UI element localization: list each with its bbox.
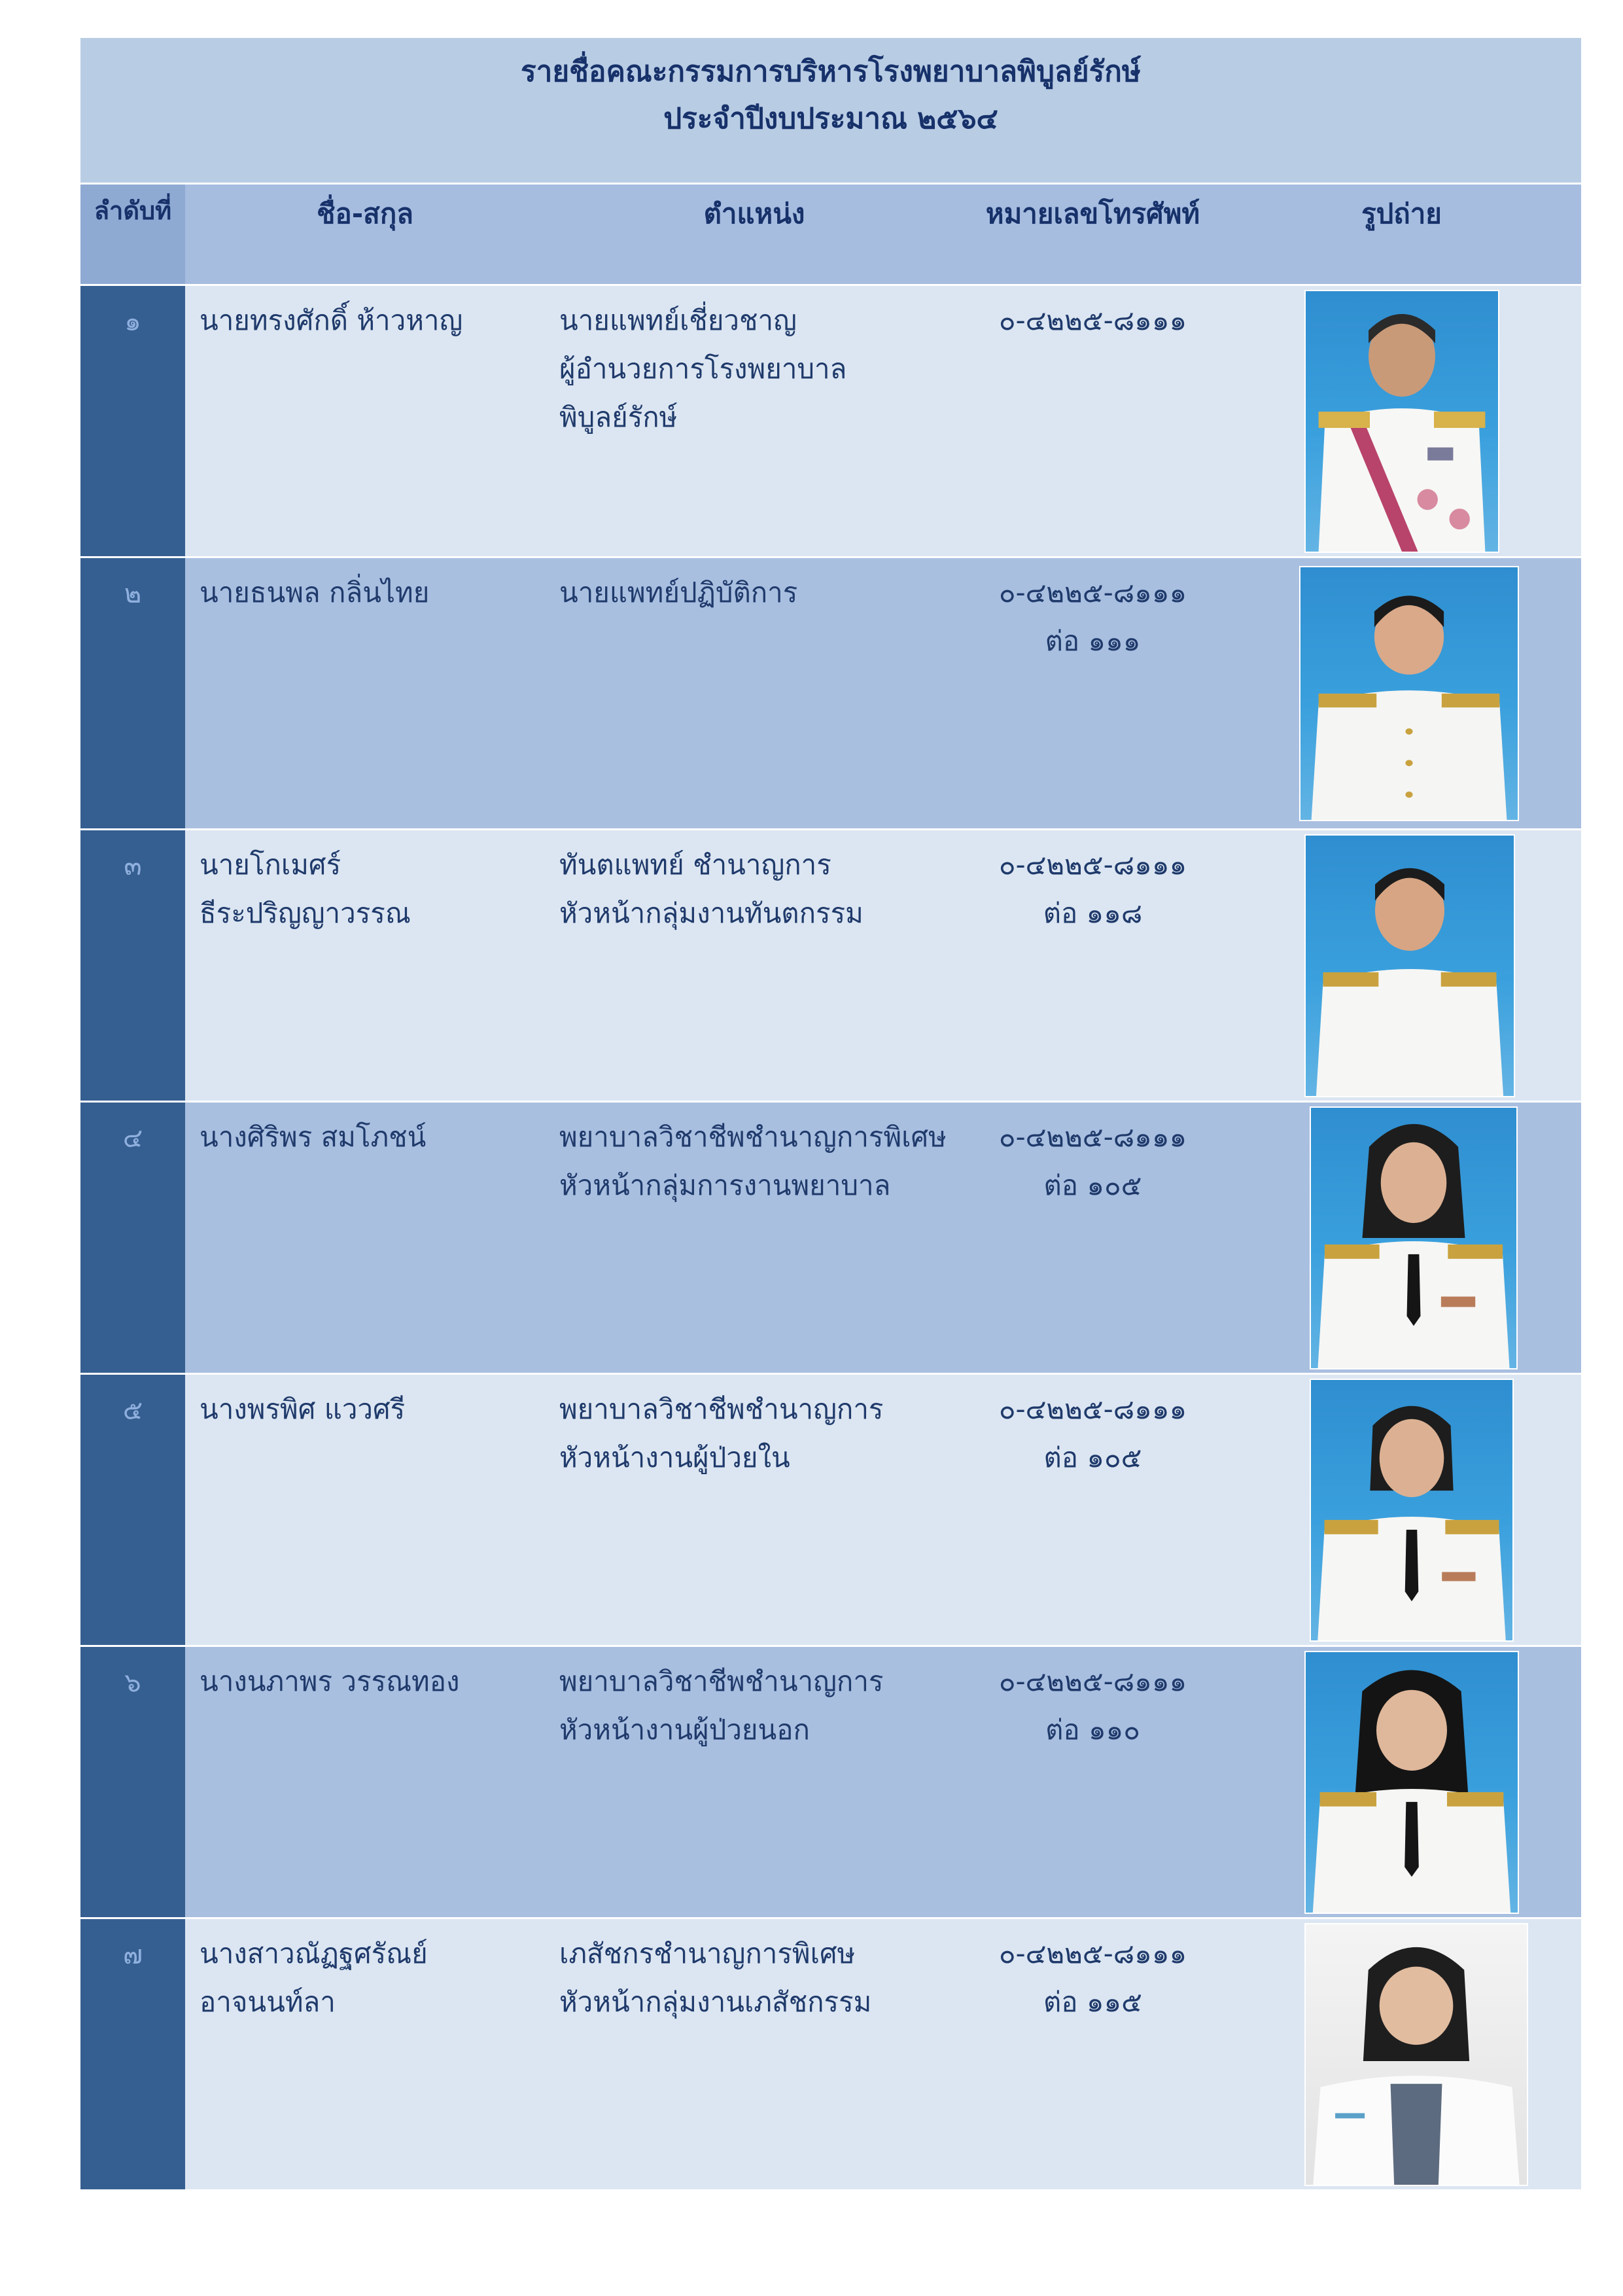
member-phone: ๐-๔๒๒๕-๘๑๑๑ [964,286,1222,556]
portrait-photo [1311,1380,1512,1640]
photo-cell [1222,1647,1581,1917]
table-row [80,830,1581,1103]
member-name: นางพรพิศ แววศรี [185,1375,545,1645]
header-phone: หมายเลขโทรศัพท์ [964,185,1222,284]
member-position: เภสัชกรชำนาญการพิเศษ หัวหน้ากลุ่มงานเภสัชกรรม [545,1919,964,2189]
member-position: พยาบาลวิชาชีพชำนาญการพิเศษ หัวหน้ากลุ่มการงานพยาบาล [545,1103,964,1373]
table-row [80,558,1581,830]
portrait-photo [1311,1108,1516,1368]
committee-sheet [80,38,1581,2191]
member-name: นางสาวณัฏฐศรัณย์ อาจนนท์ลา [185,1919,545,2189]
table-row [80,1919,1581,2191]
photo-cell [1222,286,1581,556]
member-position: พยาบาลวิชาชีพชำนาญการ หัวหน้างานผู้ป่วยใน [545,1375,964,1645]
member-phone: ๐-๔๒๒๕-๘๑๑๑ ต่อ ๑๑๘ [964,830,1222,1101]
title-block [80,38,1581,185]
portrait-photo [1306,291,1498,552]
photo-cell [1222,558,1581,828]
table-header [80,185,1581,286]
member-phone: ๐-๔๒๒๕-๘๑๑๑ ต่อ ๑๑๐ [964,1647,1222,1917]
row-number: ๔ [80,1103,185,1373]
row-number: ๗ [80,1919,185,2189]
portrait-photo [1300,567,1518,820]
portrait-photo [1306,836,1514,1096]
member-position: พยาบาลวิชาชีพชำนาญการ หัวหน้างานผู้ป่วยนอก [545,1647,964,1917]
table-row [80,1375,1581,1647]
header-name: ชื่อ-สกุล [185,185,545,284]
member-name: นายโกเมศร์ ธีระปริญญาวรรณ [185,830,545,1101]
photo-cell [1222,830,1581,1101]
row-number: ๕ [80,1375,185,1645]
table-row [80,1647,1581,1919]
table-row [80,1103,1581,1375]
row-number: ๓ [80,830,185,1101]
member-phone: ๐-๔๒๒๕-๘๑๑๑ ต่อ ๑๐๕ [964,1103,1222,1373]
portrait-photo [1306,1924,1527,2185]
row-number: ๑ [80,286,185,556]
member-phone: ๐-๔๒๒๕-๘๑๑๑ ต่อ ๑๐๕ [964,1375,1222,1645]
photo-cell [1222,1375,1581,1645]
member-name: นายทรงศักดิ์ ห้าวหาญ [185,286,545,556]
member-position: นายแพทย์เชี่ยวชาญ ผู้อำนวยการโรงพยาบาล พิบูลย์รักษ์ [545,286,964,556]
portrait-photo [1306,1652,1518,1913]
table-row [80,286,1581,558]
member-name: นางนภาพร วรรณทอง [185,1647,545,1917]
header-position: ตำแหน่ง [545,185,964,284]
header-number: ลำดับที่ [80,185,185,284]
photo-cell [1222,1103,1581,1373]
row-number: ๖ [80,1647,185,1917]
member-phone: ๐-๔๒๒๕-๘๑๑๑ ต่อ ๑๑๑ [964,558,1222,828]
photo-cell [1222,1919,1581,2189]
member-position: นายแพทย์ปฏิบัติการ [545,558,964,828]
row-number: ๒ [80,558,185,828]
header-photo: รูปถ่าย [1222,185,1581,284]
member-name: นายธนพล กลิ่นไทย [185,558,545,828]
member-phone: ๐-๔๒๒๕-๘๑๑๑ ต่อ ๑๑๕ [964,1919,1222,2189]
document-title: รายชื่อคณะกรรมการบริหารโรงพยาบาลพิบูลย์รักษ์ [521,55,1141,88]
member-name: นางศิริพร สมโภชน์ [185,1103,545,1373]
member-position: ทันตแพทย์ ชำนาญการ หัวหน้ากลุ่มงานทันตกรรม [545,830,964,1101]
document-subtitle: ประจำปีงบประมาณ ๒๕๖๔ [663,102,998,135]
